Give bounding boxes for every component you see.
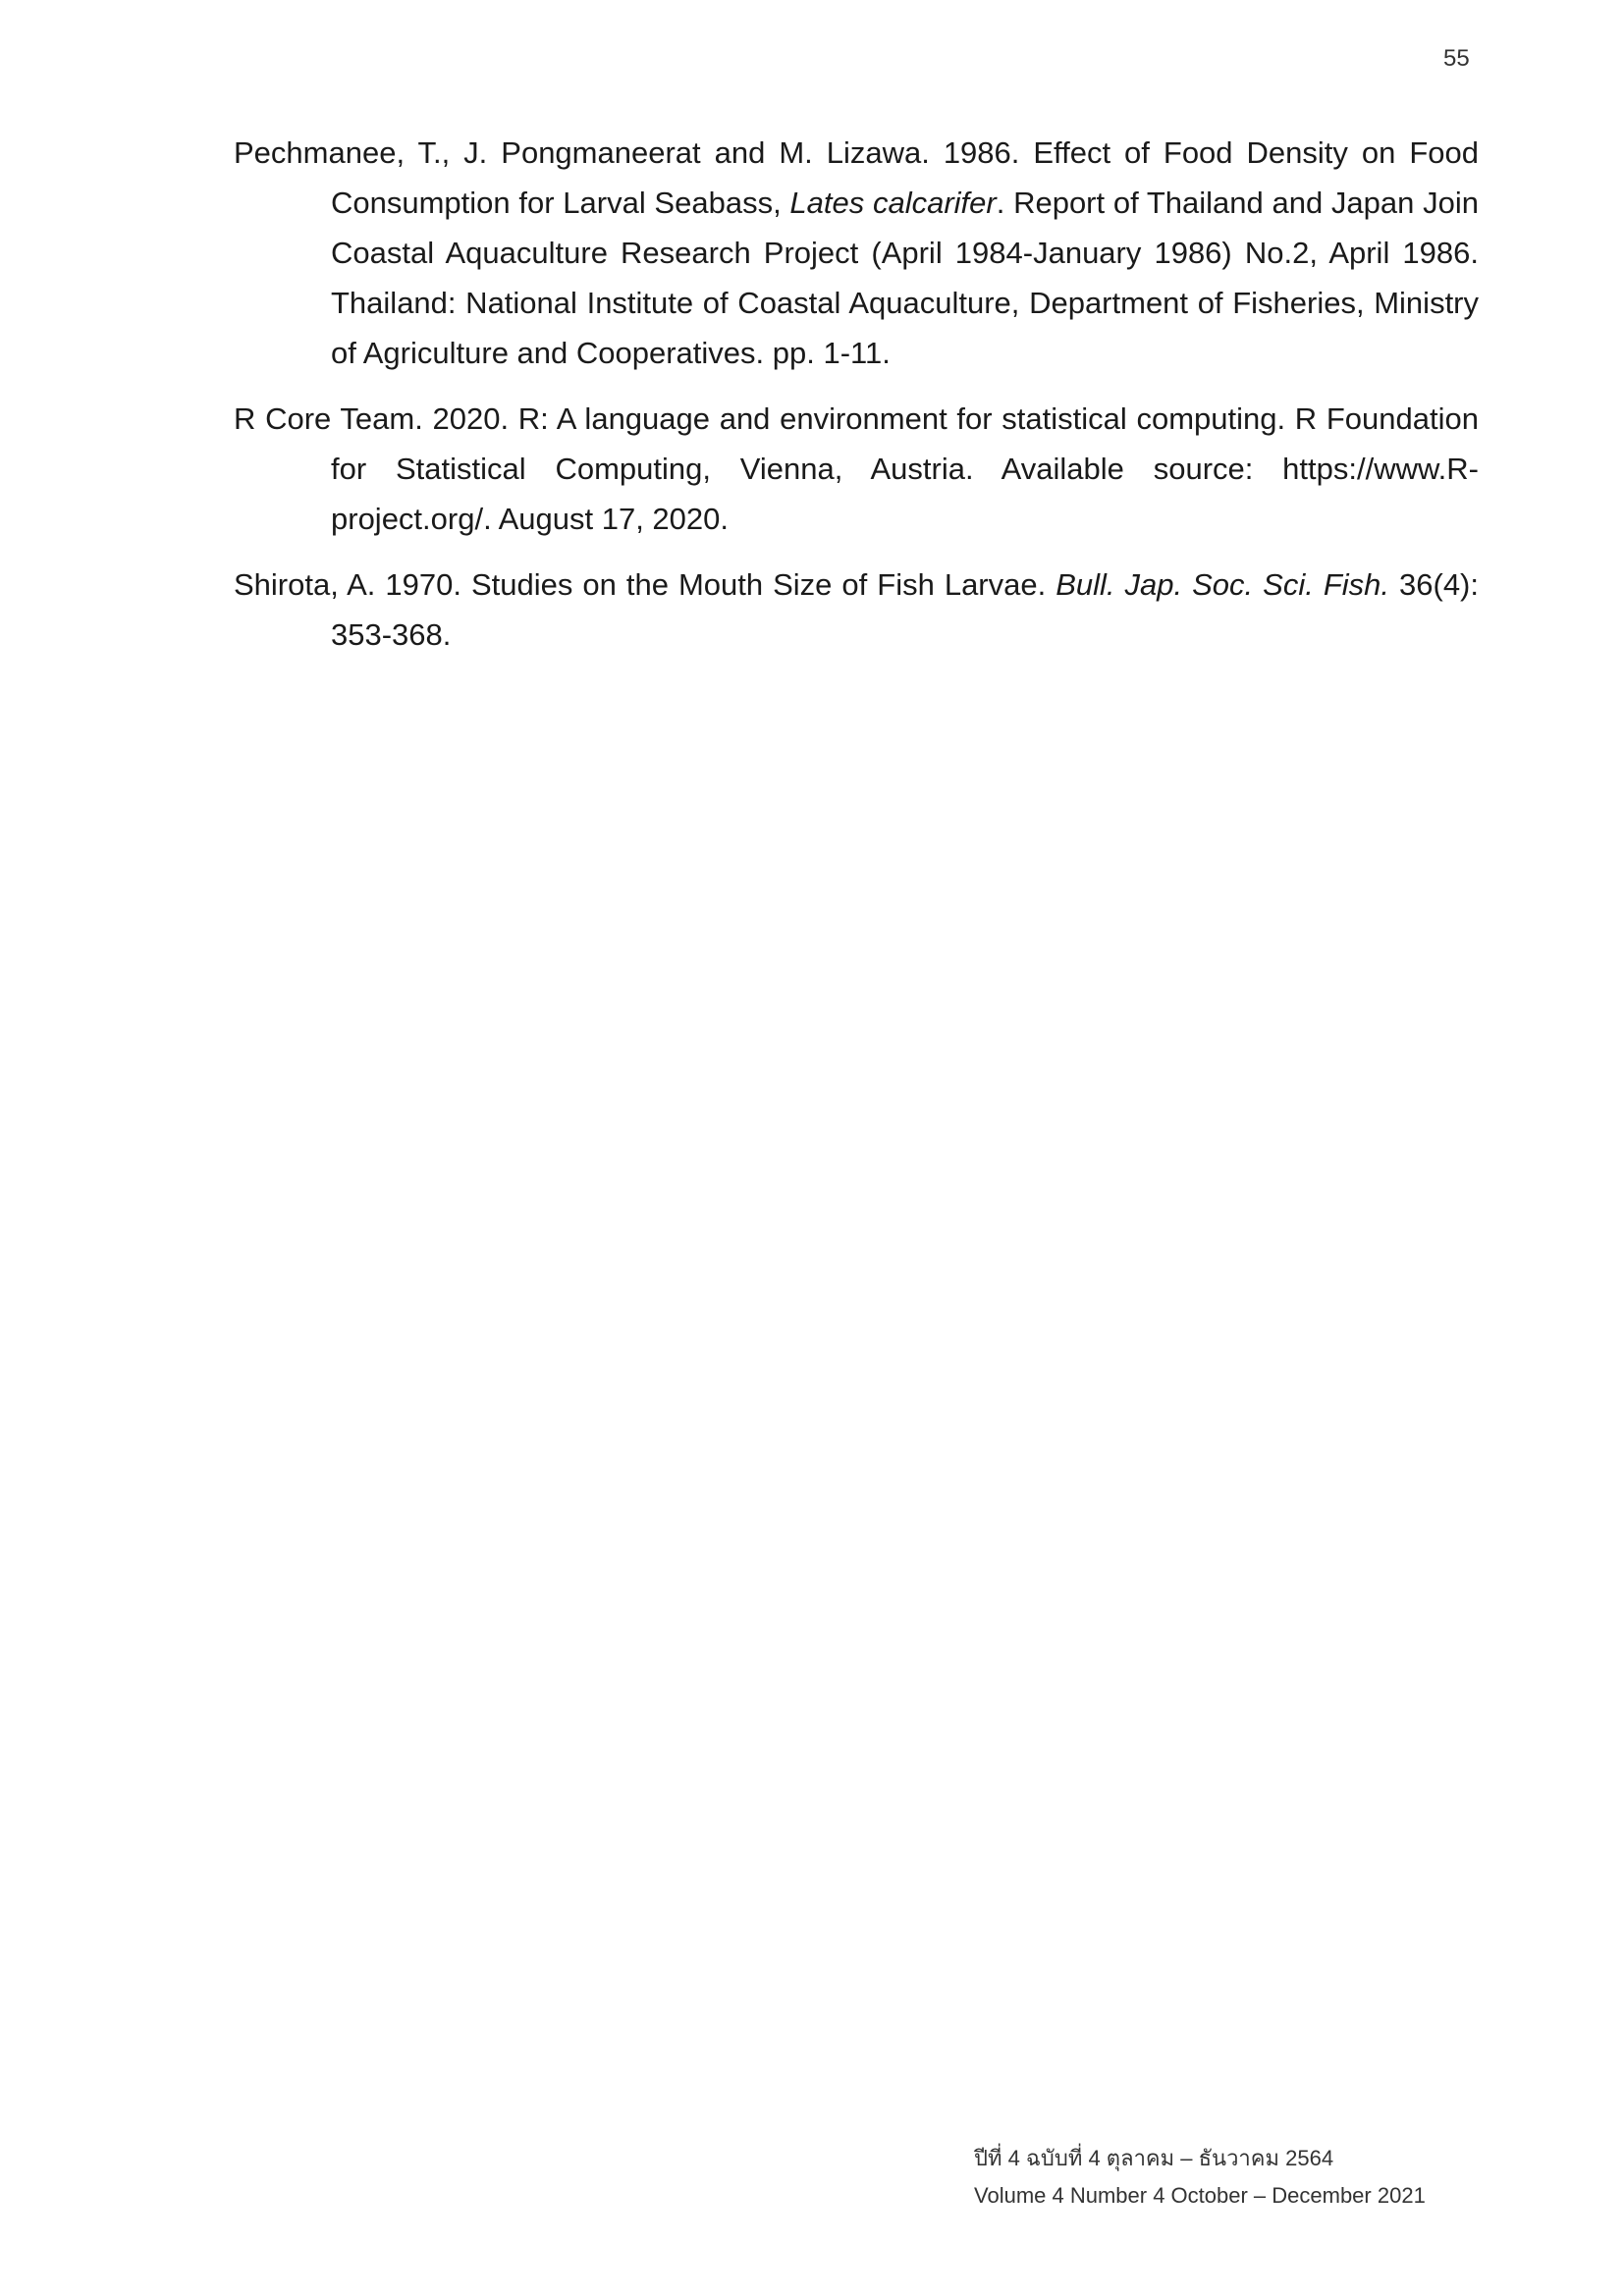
page-footer	[974, 2140, 1426, 2215]
page-number: 55	[1443, 45, 1470, 72]
reference-entry-shirota	[234, 560, 1479, 660]
footer-english-line: Volume 4 Number 4 October – December 2021	[974, 2183, 1426, 2208]
reference-text: R Core Team. 2020. R: A language and environment for statistical computing. R Foundation for Statistical Computing, Vienna, Austria. Available source: https://www.R-project.org/. August 17, 2020.	[234, 401, 1479, 536]
reference-text: Shirota, A. 1970. Studies on the Mouth Size of Fish Larvae.	[234, 567, 1056, 602]
journal-name: Bull. Jap. Soc. Sci. Fish.	[1056, 567, 1390, 602]
footer-thai-line: ปีที่ 4 ฉบับที่ 4 ตุลาคม – ธันวาคม 2564	[974, 2146, 1334, 2170]
reference-text: 36(4): 353-368.	[331, 567, 1479, 652]
reference-entry-r-core-team	[234, 394, 1479, 544]
reference-text: Pechmanee, T., J. Pongmaneerat and M. Lizawa. 1986. Effect of Food Density on Food Consumption for Larval Seabass,	[234, 135, 1479, 220]
reference-text: . Report of Thailand and Japan Join Coastal Aquaculture Research Project (April 1984-January 1986) No.2, April 1986. Thailand: National Institute of Coastal Aquaculture, Department of Fisheries, Ministry of Agriculture and Cooperatives. pp. 1-11.	[331, 186, 1479, 370]
reference-list	[234, 128, 1479, 675]
reference-entry-pechmanee	[234, 128, 1479, 378]
species-name: Lates calcarifer	[789, 186, 997, 220]
